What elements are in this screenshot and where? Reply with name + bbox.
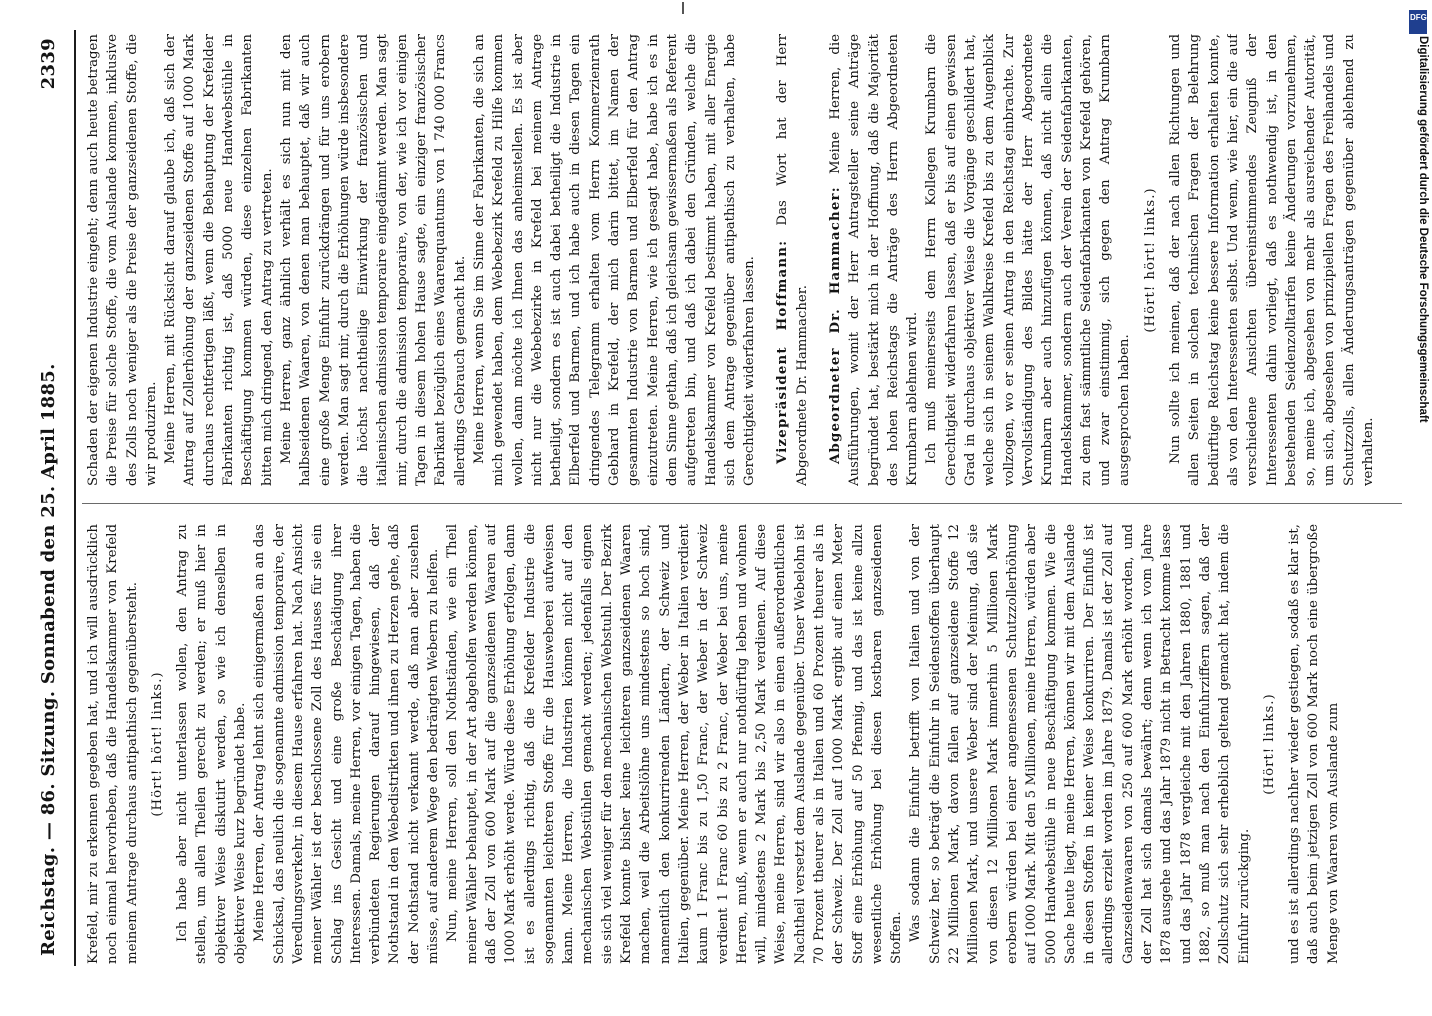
paragraph: Schaden der eigenen Industrie eingeht; denn auch heute betragen die Preise für solche Stoffe, die vom Auslande kommen, inklusive des Zolls noch weniger als die Preise der ganzseidenen Stoffe, die wir produziren. [86,34,159,486]
speaker-name: Vizepräsident Hoffmann: [775,239,791,464]
header-title: Reichstag. — 86. Sitzung. Sonnabend den 25. April 1885. [38,363,59,956]
running-header [34,30,70,966]
speech-hammacher [826,34,922,486]
column-divider [82,503,1402,504]
right-column [84,34,1408,486]
paragraph: Ich habe aber nicht unterlassen wollen, den Antrag zu stellen, um allen Theilen gerecht zu werden; er muß hier in objektiver Weise diskutirt werden, so wie ich denselben in objektiver Weise kurz begründet habe. [175,524,249,964]
paragraph: Meine Herren, mit Rücksicht darauf glaube ich, daß sich der Antrag auf Zollerhöhung der ganzseidenen Stoffe auf 1000 Mark durchaus rechtfertigen läßt, wenn die Behauptung der Krefelder Fabrikanten richtig ist, daß 5000 neue Handwebstühle in Beschäftigung kommen würden, diese einzelnen Fabrikanten bitten mich dringend, den Antrag zu vertreten. [163,34,275,486]
paragraph: Nun sollte ich meinen, daß der nach allen Richtungen und allen Seiten in solchen technischen Fragen der Belehrung bedürftige Reichstag keine bessere Information erhalten konnte, als von den Interessenten selbst. Und wenn, wie hier, ein die auf verschiedene Ansichten übereinstimmendes Zeugniß der Interessenten dahin vorliegt, daß es nothwendig ist, in den bestehenden Seidenzolltarifen keine Änderungen vorzunehmen, so, meine ich, abgesehen von mehr als ausreichender Autorität, um sich, abgesehen von prinzipiellen Fragen des Freihandels und Schutzzolls, allen Änderungsanträgen gegenüber ablehnend zu verhalten. [1168,34,1376,486]
interjection: (Hört! hört! links.) [1142,187,1158,333]
paragraph: Nun, meine Herren, soll den Nothständen, wie ein Theil meiner Wähler behauptet, in der Art abgeholfen werden können, daß der Zoll von 600 Mark auf die ganzseidenen Waaren auf 1000 Mark erhöht werde. Würde diese Erhöhung erfolgen, dann ist es allerdings richtig, daß die Krefelder Industrie die sogenannten leichteren Stoffe für die Hausweberei aufweisen kann. Meine Herren, die Industrien können nicht auf den mechanischen Webstühlen gemacht werden; jedenfalls eignen sie sich viel weniger für den mechanischen Webstuhl. Der Bezirk Krefeld konnte bisher keine leichteren ganzseidenen Waaren machen, weil die Arbeitslöhne uns mindestens so hoch sind, namentlich den konkurrirenden Ländern, der Schweiz und Italien, gegenüber. Meine Herren, der Weber in Italien verdient kaum 1 Franc bis zu 1,50 Franc, der Weber in der Schweiz verdient 1 Franc 60 bis zu 2 Franc, der Weber bei uns, meine Herren, muß, wenn er auch nur nothdürftig leben und wohnen will, mindestens 2 Mark bis 2,50 Mark verdienen. Auf diese Weise, meine Herren, sind wir also in einen außerordentlichen Nachtheil versetzt dem Auslande gegenüber. Unser Webelohn ist 70 Prozent theurer als in Italien und 60 Prozent theurer als in der Schweiz. Der Zoll auf 1000 Mark ergibt auf einen Meter Stoff eine Erhöhung auf 50 Pfennig, und das ist keine allzu wesentliche Erhöhung bei diesen kostbaren ganzseidenen Stoffen. [445,524,905,964]
paragraph: Was sodann die Einfuhr betrifft von Italien und von der Schweiz her, so beträgt die Einfuhr in Seidenstoffen überhaupt 22 Millionen Mark, davon fallen auf ganzseidene Stoffe 12 Millionen Mark, und unsere Weber sind der Meinung, daß sie von diesen 12 Millionen Mark immerhin 5 Millionen Mark erobern würden bei einer angemessenen Schutzzollerhöhung auf 1000 Mark. Mit den 5 Millionen, meine Herren, würden aber 5000 Handwebstühle in neue Beschäftigung kommen. Wie die Sache heute liegt, meine Herren, können wir mit dem Auslande in diesen Stoffen in keiner Weise konkurriren. Der Einfluß ist allerdings erzielt worden im Jahre 1879. Damals ist der Zoll auf Ganzseidenwaaren von 250 auf 600 Mark erhöht worden, und der Zoll hat sich damals bewährt; denn wenn ich vom Jahre 1878 ausgehe und das Jahr 1879 nicht in Betracht komme lasse und das Jahr 1878 vergleiche mit den Jahren 1880, 1881 und 1882, so muß man nach den Einfuhrziffern sagen, daß der Zollschutz sich sehr erheblich geltend gemacht hat, indem die Einfuhr zurückging. [908,524,1252,964]
dfg-logo-icon [1409,10,1427,34]
paragraph: Krefeld, mir zu erkennen gegeben hat, und ich will ausdrücklich noch einmal hervorheben, daß die Handelskammer von Krefeld meinem Antrage durchaus antipathisch gegenübersteht. [86,524,140,964]
header-rule [74,30,76,966]
paragraph: Meine Herren, der Antrag lehnt sich einigermaßen an an das Schicksal, das neulich die sogenannte admission temporaire, der Veredlungsverkehr, in diesem Hause erfahren hat. Nach Ansicht meiner Wähler ist der beschlossene Zoll des Hauses für sie ein Schlag ins Gesicht und eine große Beschädigung ihrer Interessen. Damals, meine Herren, vor einigen Tagen, haben die verbündeten Regierungen darauf hingewiesen, daß der Nothstand in den Webedistrikten und ihnen zu Herzen gehe, daß der Nothstand nicht verkannt werde, daß man aber zusehen müsse, auf anderem Wege den bedrängten Webern zu helfen. [252,524,442,964]
interjection: (Hört! links.) [1261,693,1277,795]
funding-note: Digitalisierung gefördert durch die Deutsche Forschungsgemeinschaft [1417,36,1429,423]
speech-text: Das Wort hat der Herr Abgeordnete Dr. Hammacher. [775,34,810,486]
divider-mark [682,2,684,14]
speech-vizepraesident [773,34,812,486]
dfg-logo-text: DFG [1410,13,1427,22]
page-number: 2339 [38,38,59,90]
left-column [84,524,1408,964]
speech-text: Meine Herren, die Ausführungen, womit der Herr Antragsteller seine Anträge begründet hat, bestärkt mich in der Hoffnung, daß die Majorität des hohen Reichstags die Anträge des Herrn Abgeordneten Krumbarn ablehnen wird. [827,34,921,486]
paragraph: Ich muß meinerseits dem Herrn Kollegen Krumbarn die Gerechtigkeit widerfahren lassen, daß er bis auf einen gewissen Grad in durchaus objektiver Weise die Vorgänge geschildert hat, welche sich in seinem Wahlkreise Krefeld bis zu dem Augenblick vollzogen, wo er seinen Antrag in den Reichstag einbrachte. Zur Vervollständigung des Bildes hätte der Herr Abgeordnete Krumbarn aber auch hinzufügen können, daß nicht allein die Handelskammer, sondern auch der Verein der Seidenfabrikanten, zu dem fast sämmtliche Seidenfabrikanten von Krefeld gehören, und zwar einstimmig, sich gegen den Antrag Krumbarn ausgesprochen haben. [924,34,1133,486]
paragraph: Meine Herren, wenn Sie im Sinne der Fabrikanten, die sich an mich gewendet haben, dem Webebezirk Krefeld zu Hilfe kommen wollen, dann möchte ich Ihnen das anheimstellen. Es ist aber nicht nur die Webebezirke in Krefeld bei meinem Antrage betheiligt, sondern es ist auch dabei betheiligt die Industrie in Elberfeld und Barmen, und ich habe auch in diesen Tagen ein dringendes Telegramm erhalten vom Herrn Kommerzienrath Gebhard in Krefeld, der mich darin bittet, im Namen der gesammten Industrie von Barmen und Elberfeld für den Antrag einzutreten. Meine Herren, wie ich gesagt habe, habe ich es in dem Sinne gethan, daß ich gleichsam gewissermaßen als Referent aufgetreten bin, und daß ich dabei den Gründen, welche die Handelskammer von Krefeld bestimmt haben, mit aller Energie sich dem Antrage gegenüber antipathisch zu verhalten, habe Gerechtigkeit widerfahren lassen. [471,34,758,486]
interjection: (Hört! hört! links.) [149,671,165,817]
digitization-sidebar [1407,8,1429,998]
paragraph: Meine Herren, ganz ähnlich verhält es sich nun mit den halbseidenen Waaren, von denen man behauptet, daß wir auch eine große Menge Einfuhr zurückdrängen und für uns erobern werden. Man sagt mir, durch die Erhöhungen würde insbesondere die höchst nachtheilige Einwirkung der französischen und italienischen admission temporaire eingedämmt werden. Man sagt mir, durch die admission temporaire, von der, wie ich vor einigen Tagen in diesem hohen Hause sagte, ein einziger französischer Fabrikant bezüglich eines Waarenquantums von 1 740 000 Francs allerdings Gebrauch gemacht hat. [278,34,468,486]
speaker-name: Abgeordneter Dr. Hammacher: [827,186,843,464]
paragraph: und es ist allerdings nachher wieder gestiegen, sodaß es klar ist, daß auch beim jetzigen Zoll von 600 Mark noch eine übergroße Menge von Waaren vom Auslande zum [1287,524,1341,964]
